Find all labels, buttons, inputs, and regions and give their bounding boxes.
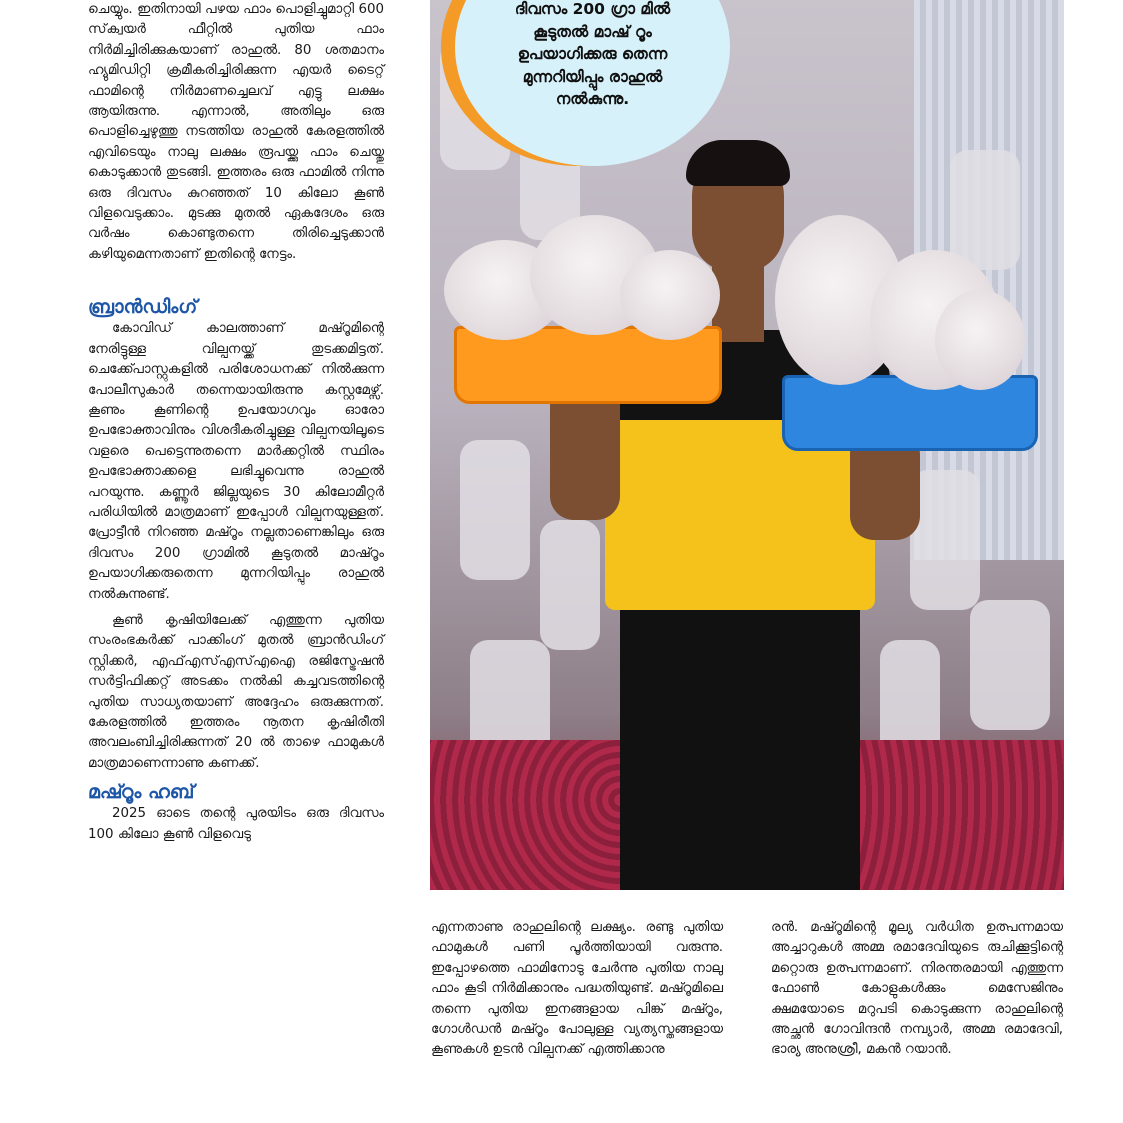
pull-quote-text: ദിവസം 200 ഗ്രാ മിൽ കൂടുതൽ മാഷ് റൂം ഉപയാഗിക്കരു തെന്ന മുന്നറിയിപ്പും രാഹുൽ നൽകുന്നു. [514,0,671,108]
mushroom-cluster [620,250,720,340]
blue-tray [782,375,1038,451]
paragraph-farm: ചെയ്യും. ഇതിനായി പഴയ ഫാം പൊളിച്ചുമാറ്റി 600 സ്‌ക്വയർ ഫീറ്റിൽ പുതിയ ഫാം നിർമിച്ചിരിക്കുകയാണ് രാഹുൽ. 80 ശതമാനം ഹ്യുമിഡിറ്റി ക്രമീകരിച്ചിരിക്കുന്ന എയർ ടൈറ്റ് ഫാമിന്റെ നിർമാണച്ചെലവ് എട്ടു ലക്ഷം ആയിരുന്നു. എന്നാൽ, അതിലും ഒരു പൊളിച്ചെഴുത്തു നടത്തിയ രാഹുൽ കേരളത്തിൽ എവിടെയും നാലു ലക്ഷം രൂപയ്ക്കു ഫാം ചെയ്തു കൊടുക്കാൻ തുടങ്ങി. ഇത്തരം ഒരു ഫാമിൽ നിന്നു ഒരു ദിവസം കുറഞ്ഞത് 10 കിലോ കൂൺ വിളവെടുക്കാം. മുടക്കു മുതൽ ഏകദേശം ഒരു വർഷം കൊണ്ടുതന്നെ തിരിച്ചെടുക്കാൻ കഴിയുമെന്നതാണ് ഇതിന്റെ നേട്ടം. [88,2,384,262]
mushroom-bag [950,150,1020,270]
article-column-middle [431,918,723,1061]
person-trousers [620,590,860,890]
paragraph-goal: എന്നതാണു രാഹുലിന്റെ ലക്ഷ്യം. രണ്ടു പുതിയ ഫാമുകൾ പണി പൂർത്തിയായി വരുന്നു. ഇപ്പോഴത്തെ ഫാമിനോടു ചേർന്നു പുതിയ നാലു ഫാം കൂടി നിർമിക്കാനും പദ്ധതിയുണ്ട്. മഷ്റൂമിലെ തന്നെ പുതിയ ഇനങ്ങളായ പിങ്ക് മഷ്റൂം, ഗോൾഡൻ മഷ്റൂം പോലുള്ള വ്യത്യസ്തങ്ങളായ കൂണുകൾ ഉടൻ വില്പനക്ക് എത്തിക്കാനു [431,920,723,1058]
mushroom-bag [910,470,980,610]
article-column-right [771,918,1063,1061]
article-column-left [88,0,384,845]
mushroom-bag [460,440,530,580]
person-hair [686,140,790,186]
mushroom-bag [540,520,600,650]
mushroom-cluster [935,290,1025,390]
heading-branding: ബ്രാൻഡിംഗ് [88,296,198,319]
paragraph-branding: കോവിഡ് കാലത്താണ് മഷ്റൂമിന്റെ നേരിട്ടുള്ള വില്പനയ്ക്ക് തുടക്കമിട്ടത്. ചെക്ക്പോസ്റ്റുകളിൽ പരിശോധനക്ക് നിൽക്കുന്ന പോലീസുകാർ തന്നെയായിരുന്നു കസ്റ്റമേഴ്സ്. കൂണും കൂണിന്റെ ഉപയോഗവും ഓരോ ഉപഭോക്താവിനും വിശദീകരിച്ചുള്ള വില്പനയിലൂടെ വളരെ പെട്ടെന്നുതന്നെ മാർക്കറ്റിൽ സ്ഥിരം ഉപഭോക്താക്കളെ ലഭിച്ചുവെന്നു രാഹുൽ പറയുന്നു. കണ്ണൂർ ജില്ലയുടെ 30 കിലോമീറ്റർ പരിധിയിൽ മാത്രമാണ് ഇപ്പോൾ വില്പനയുള്ളത്. പ്രോട്ടീൻ നിറഞ്ഞ മഷ്റൂം നല്ലതാണെങ്കിലും ഒരു ദിവസം 200 ഗ്രാമിൽ കൂടുതൽ മാഷ്റൂം ഉപയാഗിക്കരുതെന്ന മുന്നറിയിപ്പും രാഹുൽ നൽകുന്നുണ്ട്. [88,321,384,602]
mushroom-bag [970,600,1050,730]
paragraph-family: രൻ. മഷ്റൂമിന്റെ മൂല്യ വർധിത ഉത്പന്നമായ അച്ചാറുകൾ അമ്മ രമാദേവിയുടെ രുചിക്കൂട്ടിന്റെ മറ്റൊരു ഉത്പന്നമാണ്. നിരന്തരമായി എത്തുന്ന ഫോൺ കോളുകൾക്കും മെസേജിനും ക്ഷമയോടെ മറുപടി കൊടുക്കുന്ന രാഹുലിന്റെ അച്ഛൻ ഗോവിന്ദൻ നമ്പ്യാർ, അമ്മ രമാദേവി, ഭാര്യ അനുശ്രീ, മകൻ റയാൻ. [771,920,1063,1058]
heading-mushroom-hub: മഷ്റൂം ഹബ് [88,781,195,804]
paragraph-entrepreneurs: കൂൺ കൃഷിയിലേക്ക് എത്തുന്ന പുതിയ സംരംഭകർക്ക് പാക്കിംഗ് മുതൽ ബ്രാൻഡിംഗ് സ്റ്റിക്കർ, എഫ്എസ്എസ്എഐ രജിസ്ട്രേഷൻ സർട്ടിഫിക്കറ്റ് അടക്കം നൽകി കച്ചവടത്തിന്റെ പുതിയ സാധ്യതയാണ് അദ്ദേഹം ഒരുക്കുന്നത്. കേരളത്തിൽ ഇത്തരം നൂതന കൃഷിരീതി അവലംബിച്ചിരിക്കുന്നത് 20 ൽ താഴെ ഫാമുകൾ മാത്രമാണെന്നാണു കണക്ക്. [88,612,384,771]
paragraph-hub: 2025 ഓടെ തന്റെ പുരയിടം ഒരു ദിവസം 100 കിലോ കൂൺ വിളവെടു [88,806,384,842]
